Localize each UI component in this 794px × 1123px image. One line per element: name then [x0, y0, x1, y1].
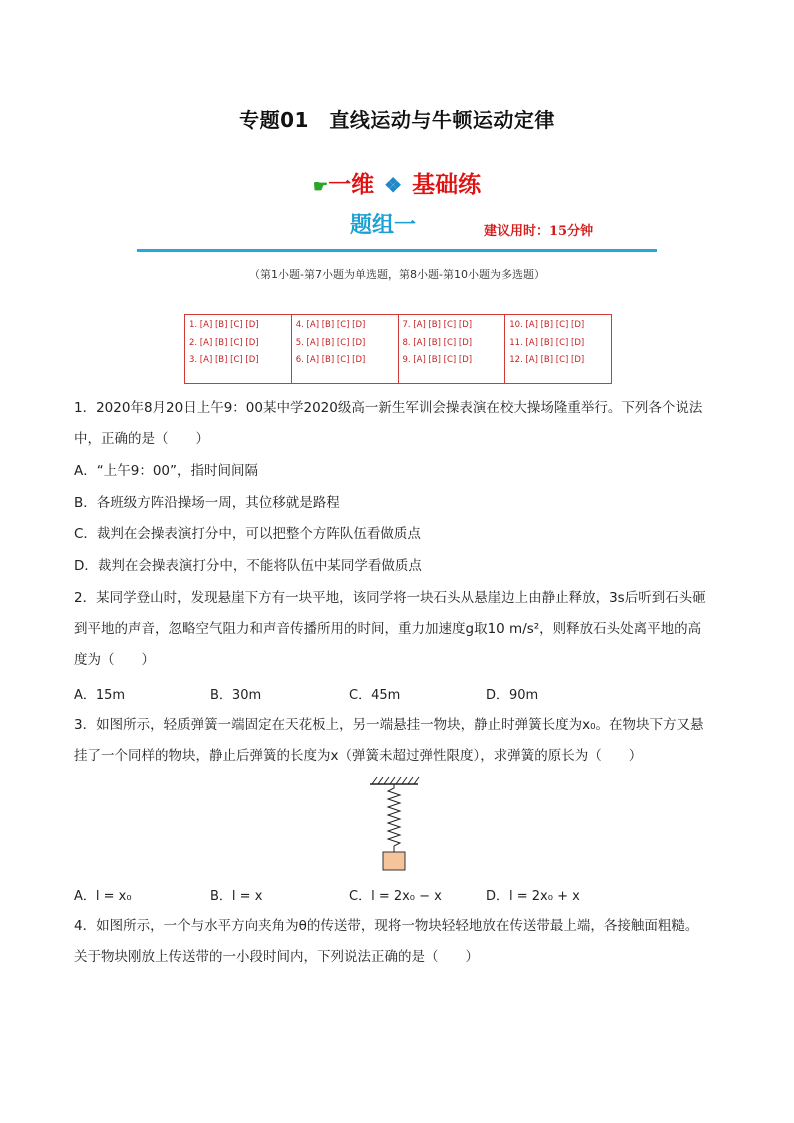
answer-row[interactable]: 10. [A] [B] [C] [D]	[509, 320, 585, 330]
answer-column	[505, 315, 611, 383]
question-text: 4．如图所示，一个与水平方向夹角为θ的传送带，现将一物块轻轻地放在传送带最上端，各接触面粗糙。	[74, 918, 699, 934]
question-text: 度为（ ）	[74, 652, 155, 668]
ceiling	[370, 777, 419, 784]
q1-option-b: B．各班级方阵沿操场一周，其位移就是路程	[74, 495, 340, 511]
pointing-hand-icon: ☛	[312, 177, 329, 197]
answer-row[interactable]: 3. [A] [B] [C] [D]	[189, 355, 259, 366]
question-text: 关于物块刚放上传送带的一小段时间内，下列说法正确的是（ ）	[74, 949, 479, 965]
q3-option-b: B．l = x	[210, 889, 263, 904]
answer-grid	[184, 314, 612, 384]
q2-option-c: C．45m	[349, 688, 401, 703]
question-3	[74, 714, 734, 767]
q3-option-a: A．l = x₀	[74, 889, 132, 904]
question-1	[74, 397, 734, 450]
answer-row[interactable]: 4. [A] [B] [C] [D]	[295, 320, 366, 330]
q2-options	[74, 684, 734, 703]
q3-option-d: D．l = 2x₀ + x	[486, 889, 580, 904]
answer-row[interactable]: 8. [A] [B] [C] [D]	[402, 337, 473, 348]
banner-right: 基础练	[412, 171, 482, 198]
spring-diagram	[366, 776, 426, 872]
title-divider	[137, 249, 657, 252]
question-2	[74, 587, 734, 671]
diamond-icon: ❖	[384, 173, 403, 197]
question-type-note: （第1小题-第7小题为单选题，第8小题-第10小题为多选题）	[249, 268, 545, 281]
answer-row[interactable]: 1. [A] [B] [C] [D]	[189, 320, 259, 330]
question-text: 中，正确的是（ ）	[74, 431, 209, 447]
question-text: 1．2020年8月20日上午9：00某中学2020级高一新生军训会操表演在校大操场隆重举行。下列各个说法	[74, 400, 703, 416]
page-title: 专题01 直线运动与牛顿运动定律	[239, 108, 555, 132]
banner-left: 一维	[328, 171, 375, 198]
time-hint: 建议用时：15分钟	[484, 224, 594, 239]
question-4	[74, 915, 734, 968]
answer-column	[292, 315, 399, 383]
block	[383, 852, 405, 870]
q2-option-d: D．90m	[486, 688, 539, 703]
answer-row[interactable]: 9. [A] [B] [C] [D]	[402, 355, 473, 366]
answer-row[interactable]: 2. [A] [B] [C] [D]	[189, 337, 259, 348]
q3-option-c: C．l = 2x₀ − x	[349, 889, 442, 904]
q1-option-a: A．“上午9：00”，指时间间隔	[74, 463, 258, 479]
question-text: 到平地的声音，忽略空气阻力和声音传播所用的时间，重力加速度g取10 m/s²，则释放石头处离平地的高	[74, 621, 702, 637]
answer-row[interactable]: 5. [A] [B] [C] [D]	[295, 337, 366, 348]
answer-row[interactable]: 12. [A] [B] [C] [D]	[509, 355, 585, 366]
q2-option-a: A．15m	[74, 688, 126, 703]
group-title: 题组一	[350, 213, 417, 238]
answer-column	[185, 315, 292, 383]
answer-row[interactable]: 11. [A] [B] [C] [D]	[509, 337, 585, 348]
answer-row[interactable]: 6. [A] [B] [C] [D]	[295, 355, 366, 366]
question-text: 3．如图所示，轻质弹簧一端固定在天花板上，另一端悬挂一物块，静止时弹簧长度为x₀。在物块下方又悬	[74, 717, 704, 733]
question-text: 挂了一个同样的物块，静止后弹簧的长度为x（弹簧未超过弹性限度），求弹簧的原长为（ ）	[74, 748, 643, 764]
q2-option-b: B．30m	[210, 688, 262, 703]
q3-options	[74, 885, 734, 904]
section-banner	[0, 166, 794, 199]
q1-option-c: C．裁判在会操表演打分中，可以把整个方阵队伍看做质点	[74, 526, 421, 542]
question-text: 2．某同学登山时，发现悬崖下方有一块平地，该同学将一块石头从悬崖边上由静止释放，3s后听到石头砸	[74, 590, 706, 606]
q1-option-d: D．裁判在会操表演打分中，不能将队伍中某同学看做质点	[74, 558, 422, 574]
spring	[388, 784, 400, 852]
answer-column	[399, 315, 506, 383]
answer-row[interactable]: 7. [A] [B] [C] [D]	[402, 320, 473, 330]
